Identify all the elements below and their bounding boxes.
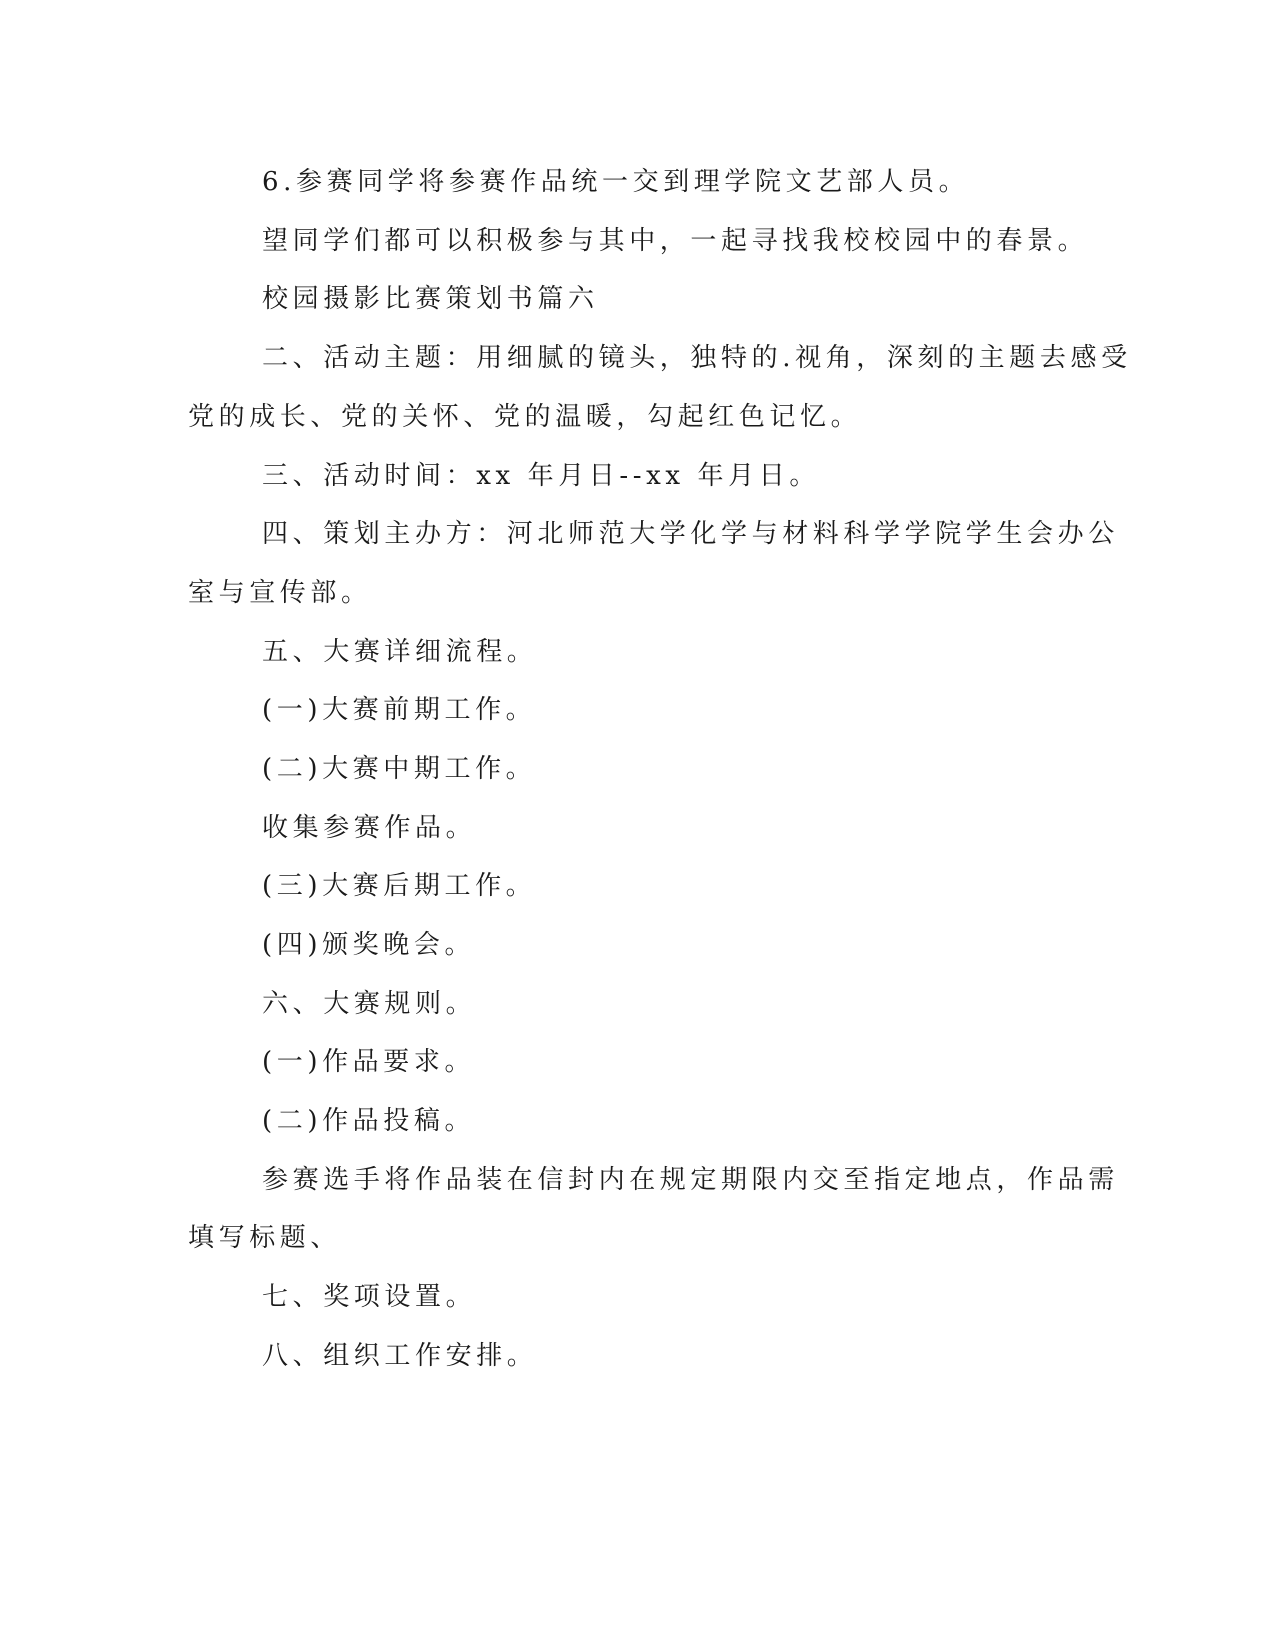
paragraph-line: 六、大赛规则。 (262, 989, 477, 1019)
paragraph-line: 6.参赛同学将参赛作品统一交到理学院文艺部人员。 (262, 167, 970, 197)
paragraph-line: 三、活动时间：xx 年月日--xx 年月日。 (262, 461, 820, 491)
section-heading: 校园摄影比赛策划书篇六 (262, 284, 599, 314)
paragraph-line: 八、组织工作安排。 (262, 1341, 538, 1371)
paragraph-line: 四、策划主办方：河北师范大学化学与材料科学学院学生会办公 (262, 519, 1119, 549)
paragraph-line: (三)大赛后期工作。 (262, 871, 537, 901)
paragraph-line: (一)作品要求。 (262, 1047, 476, 1077)
paragraph-line: (二)作品投稿。 (262, 1106, 476, 1136)
paragraph-line: 二、活动主题：用细腻的镜头，独特的.视角，深刻的主题去感受 (262, 343, 1132, 373)
paragraph-line: 填写标题、 (188, 1223, 342, 1253)
paragraph-line: 五、大赛详细流程。 (262, 637, 538, 667)
paragraph-line: (一)大赛前期工作。 (262, 695, 537, 725)
paragraph-line: (四)颁奖晚会。 (262, 930, 476, 960)
paragraph-line: 参赛选手将作品装在信封内在规定期限内交至指定地点，作品需 (262, 1165, 1119, 1195)
paragraph-line: (二)大赛中期工作。 (262, 754, 537, 784)
paragraph-line: 党的成长、党的关怀、党的温暖，勾起红色记忆。 (188, 402, 862, 432)
paragraph-line: 室与宣传部。 (188, 578, 372, 608)
paragraph-line: 望同学们都可以积极参与其中，一起寻找我校校园中的春景。 (262, 226, 1089, 256)
paragraph-line: 收集参赛作品。 (262, 813, 477, 843)
paragraph-line: 七、奖项设置。 (262, 1282, 477, 1312)
